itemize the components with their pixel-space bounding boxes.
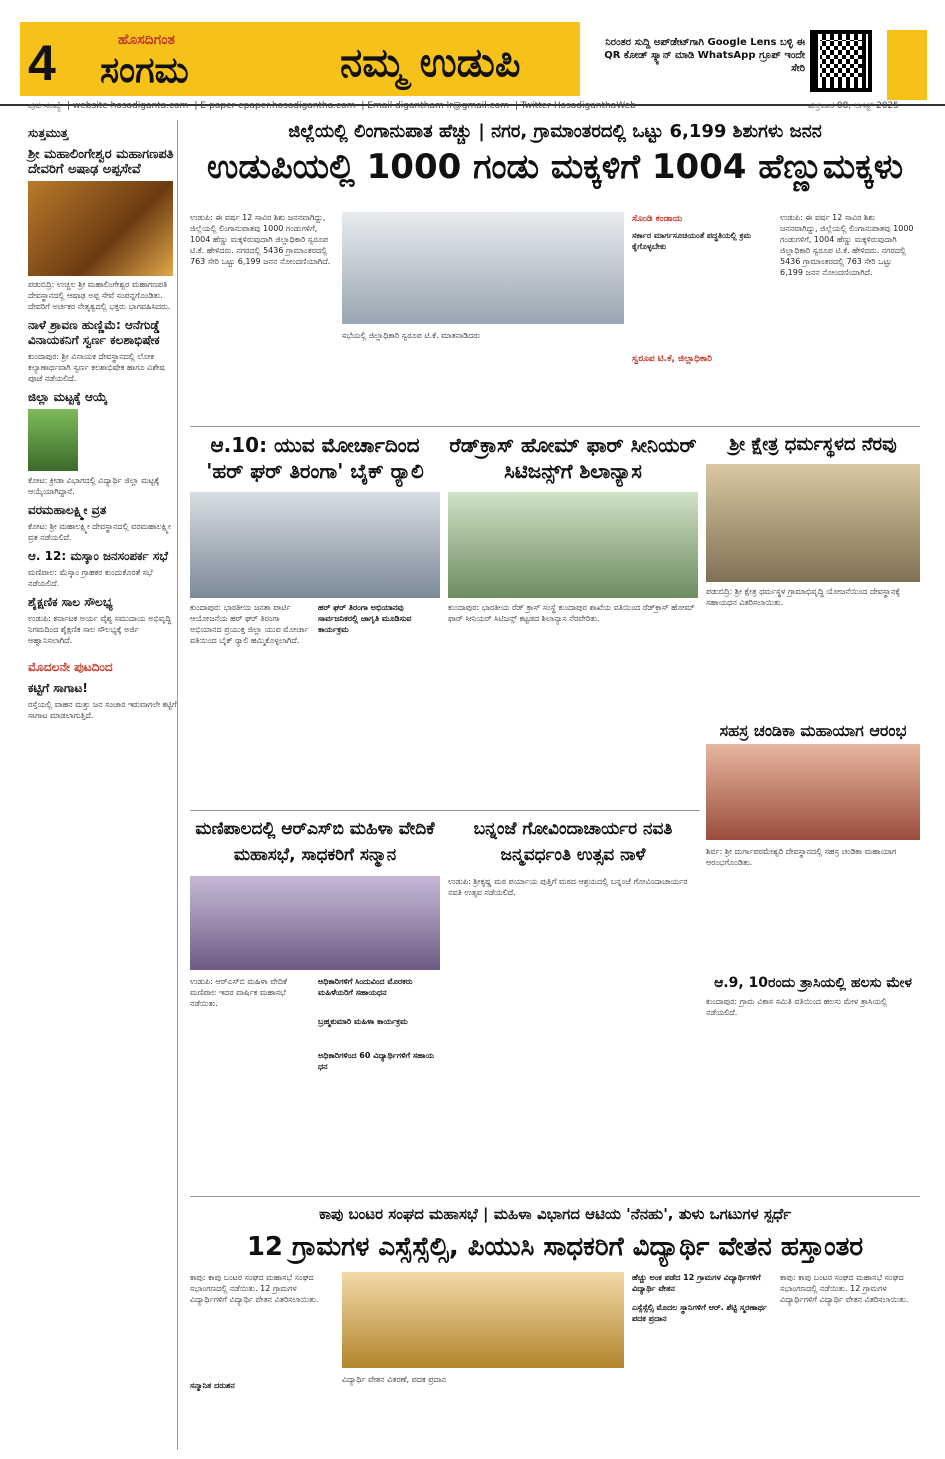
info-twitter[interactable]: Twitter HosadiganthaWeb: [520, 101, 636, 111]
left-story1-text: ಪಡುಬಿದ್ರಿ: ಉಚ್ಚಿಲ ಶ್ರೀ ಮಹಾಲಿಂಗೇಶ್ವರ ಮಹಾಗಣಪತಿ ದೇವಸ್ಥಾನದಲ್ಲಿ ಆಷಾಢ ಅಪ್ಪ ಸೇವೆ ಸಂಪನ್ನಗೊಂಡಿತು. ದೇವರಿಗೆ ಅರ್ಚಕರ ನೇತೃತ್ವದಲ್ಲಿ ಭಕ್ತರು ಭಾಗವಹಿಸಿದರು.: [28, 280, 171, 311]
story6-head: ಬನ್ನಂಜೆ ಗೋವಿಂದಾಚಾರ್ಯರ ನವತಿ ಜನ್ಮವರ್ಧಂತಿ ಉತ್ಸವ ನಾಳೆ: [473, 819, 673, 865]
info-bar: ಪುಟ ಸಂಖ್ಯೆ | website hosadiganta.com | E-paper epaper.hosadigantha.com | Email digantham lr@gmail.com | Twitter HosadiganthaWeb ಶುಕ್ರವಾರ 08, ಆಗಸ್ಟ್ 2025: [0, 98, 945, 114]
story3-text: ಪಡುಬಿದ್ರಿ: ಶ್ರೀ ಕ್ಷೇತ್ರ ಧರ್ಮಸ್ಥಳ ಗ್ರಾಮಾಭಿವೃದ್ಧಿ ಯೋಜನೆಯಿಂದ ದೇವಸ್ಥಾನಕ್ಕೆ ಸಹಾಯಧನ ವಿತರಿಸಲಾಯಿತು.: [706, 587, 900, 607]
story1-text: ಕುಂದಾಪುರ: ಭಾರತೀಯ ಜನತಾ ಪಾರ್ಟಿ ಆಯೋಜನೆಯ ಹರ್ ಘರ್ ತಿರಂಗಾ ಅಭಿಯಾನದ ಪ್ರಯುಕ್ತ ಜಿಲ್ಲಾ ಯುವ ಮೋರ್ಚಾ ವತಿಯಿಂದ ಬೈಕ್ ರ್‍ಯಾಲಿ ಹಮ್ಮಿಕೊಳ್ಳಲಾಗಿದೆ.: [190, 603, 309, 645]
left-story2-head: ನಾಳೆ ಶ್ರಾವಣ ಹುಣ್ಣಿಮೆ: ಆನೆಗುಡ್ಡೆ ವಿನಾಯಕನಿಗೆ ಸ್ವರ್ಣ ಕಲಶಾಭಿಷೇಕ: [28, 318, 160, 347]
info-page: ಪುಟ ಸಂಖ್ಯೆ: [28, 101, 61, 111]
info-website[interactable]: website hosadiganta.com: [72, 101, 189, 111]
lead-text: ಉಡುಪಿ: ಈ ವರ್ಷ 12 ಸಾವಿರ ಶಿಶು ಜನನವಾಗಿದ್ದು, ಜಿಲ್ಲೆಯಲ್ಲಿ ಲಿಂಗಾನುಪಾತವು 1000 ಗಂಡುಗಳಿಗೆ, 1004 ಹೆಣ್ಣು ಮಕ್ಕಳಿರುವುದಾಗಿ ಜಿಲ್ಲಾಧಿಕಾರಿ ಸ್ವರೂಪ ಟಿ.ಕೆ. ಹೇಳಿದರು. ನಗರದಲ್ಲಿ 5436 ಗ್ರಾಮಾಂತರದಲ್ಲಿ 763 ಸೇರಿ ಒಟ್ಟು 6,199 ಜನನ ನೋಂದಣಿಯಾಗಿದೆ.: [190, 213, 331, 266]
left-story3-head: ಜಿಲ್ಲಾ ಮಟ್ಟಕ್ಕೆ ಆಯ್ಕೆ: [28, 390, 108, 404]
left-story3-text: ಕೋಟ: ಕ್ರೀಡಾ ವಿಭಾಗದಲ್ಲಿ ವಿದ್ಯಾರ್ಥಿ ಜಿಲ್ಲಾ ಮಟ್ಟಕ್ಕೆ ಆಯ್ಕೆಯಾಗಿದ್ದಾನೆ.: [28, 476, 160, 496]
issue-date: ಶುಕ್ರವಾರ 08, ಆಗಸ್ಟ್ 2025: [808, 101, 899, 111]
story1-head: ಆ.10: ಯುವ ಮೋರ್ಚಾದಿಂದ 'ಹರ್ ಘರ್ ತಿರಂಗಾ' ಬೈಕ್ ರ್‍ಯಾಲಿ: [206, 433, 424, 483]
scholarship-photo: [342, 1272, 624, 1368]
left-story4-text: ಕೋಟ: ಶ್ರೀ ಮಹಾಲಕ್ಷ್ಮೀ ದೇವಸ್ಥಾನದಲ್ಲಿ ವರಮಹಾಲಕ್ಷ್ಮೀ ವ್ರತ ನಡೆಯಲಿದೆ.: [28, 522, 171, 542]
divider: [190, 426, 920, 427]
bottom-bullet2: ಎಸ್ಸೆಸ್ಸೆಲ್ಸಿ ಮೊದಲ ಸ್ಥಾನಿಗಳಿಗೆ ಆರ್. ಶೆಟ್ಟಿ ಸ್ಮರಣಾರ್ಥ ಪದಕ ಪ್ರದಾನ: [632, 1303, 768, 1323]
divider: [190, 810, 700, 811]
story2-head: ರೆಡ್‌ಕ್ರಾಸ್ ಹೋಮ್ ಫಾರ್ ಸೀನಿಯರ್ ಸಿಟಿಜನ್ಸ್‌ಗೆ ಶಿಲಾನ್ಯಾಸ: [449, 433, 697, 483]
left-story6-head: ಶೈಕ್ಷಣಿಕ ಸಾಲ ಸೌಲಭ್ಯ: [28, 595, 113, 609]
story3-head: ಶ್ರೀ ಕ್ಷೇತ್ರ ಧರ್ಮಸ್ಥಳದ ನೆರವು: [729, 434, 897, 455]
left-story1-head: ಶ್ರೀ ಮಹಾಲಿಂಗೇಶ್ವರ ಮಹಾಗಣಪತಿ ದೇವರಿಗೆ ಅಷಾಢ ಅಪ್ಪಸೇವೆ: [28, 147, 174, 177]
dharmasthala-photo: [706, 464, 920, 582]
left-story5-head: ಆ. 12: ಮಸ್ಕಾಂ ಜನಸಂಪರ್ಕ ಸಭೆ: [28, 549, 168, 563]
section-title: ನಮ್ಮ ಉಡುಪಿ: [340, 40, 521, 86]
lead-caption: ಸಭೆಯಲ್ಲಿ ಜಿಲ್ಲಾಧಿಕಾರಿ ಸ್ವರೂಪ ಟಿ.ಕೆ. ಮಾತನಾಡಿದರು: [342, 331, 481, 340]
story5-text: ಉಡುಪಿ: ಆರ್‌ಎಸ್‌ಬಿ ಮಹಿಳಾ ವೇದಿಕೆ ಮಣಿಪಾಲ ಇದರ ವಾರ್ಷಿಕ ಮಹಾಸಭೆ ನಡೆಯಿತು.: [190, 977, 288, 1008]
left-story7-text: ರಸ್ತೆಯಲ್ಲಿ ವಾಹನ ಮತ್ತು ಜನ ಸಂಚಾರ ಇರುವಾಗಲೇ ಕಟ್ಟಿಗೆ ಸಾಗಾಟ ಮಾಡಲಾಗುತ್ತಿದೆ.: [28, 700, 177, 720]
qr-promo: ನಿರಂತರ ಸುದ್ದಿ ಅಪ್‌ಡೇಟ್‌ಗಾಗಿ Google Lens ಬಳ್ಳಿ ಈ QR ಕೋಡ್ ಸ್ಕ್ಯಾನ್ ಮಾಡಿ WhatsApp ಗ್ರೂಪ್ ಇಂದೇ ಸೇರಿ: [604, 37, 805, 74]
section-label: ಸುತ್ತಮುತ್ತ: [28, 126, 69, 140]
left-story4-head: ವರಮಹಾಲಕ್ಷ್ಮೀ ವ್ರತ: [28, 503, 107, 517]
left-story2-text: ಕುಂದಾಪುರ: ಶ್ರೀ ವಿನಾಯಕ ದೇವಸ್ಥಾನದಲ್ಲಿ ಲೋಕ ಕಲ್ಯಾಣಾರ್ಥವಾಗಿ ಸ್ವರ್ಣ ಕಲಶಾಭಿಷೇಕ ಹಾಗೂ ವಿಶೇಷ ಪೂಜೆ ನಡೆಯಲಿದೆ.: [28, 352, 165, 383]
bottom-headline: 12 ಗ್ರಾಮಗಳ ಎಸ್ಸೆಸ್ಸೆಲ್ಸಿ, ಪಿಯುಸಿ ಸಾಧಕರಿಗೆ ವಿದ್ಯಾರ್ಥಿ ವೇತನ ಹಸ್ತಾಂತರ: [246, 1232, 864, 1262]
lead-byline: ಸ್ವರೂಪ ಟಿ.ಕೆ, ಜಿಲ್ಲಾಧಿಕಾರಿ: [632, 354, 712, 364]
continued-label: ಮೊದಲನೇ ಪುಟದಿಂದ: [28, 660, 113, 674]
story7-text: ಕುಂದಾಪುರ: ಗ್ರಾಮ ವಿಕಾಸ ಸಮಿತಿ ವತಿಯಿಂದ ಹಲಸು ಮೇಳ ತ್ರಾಸಿಯಲ್ಲಿ ನಡೆಯಲಿದೆ.: [706, 997, 888, 1017]
story1-bullet: ಹರ್ ಘರ್ ತಿರಂಗಾ ಅಭಿಯಾನವು ಸಾರ್ವಜನಿಕರಲ್ಲಿ ಜಾಗೃತಿ ಮೂಡಿಸುವ ಕಾರ್ಯಕ್ರಮ: [318, 603, 412, 634]
bottom-bullet1: ಹೆಚ್ಚು ಅಂಕ ಪಡೆದ 12 ಗ್ರಾಮಗಳ ವಿದ್ಯಾರ್ಥಿಗಳಿಗೆ ವಿದ್ಯಾರ್ಥಿ ವೇತನ: [632, 1273, 761, 1293]
story5-head: ಮಣಿಪಾಲದಲ್ಲಿ ಆರ್‌ಎಸ್‌ಬಿ ಮಹಿಳಾ ವೇದಿಕೆ ಮಹಾಸಭೆ, ಸಾಧಕರಿಗೆ ಸನ್ಮಾನ: [195, 819, 435, 865]
left-column: [28, 120, 178, 1450]
bottom-subhead: ಸನ್ಮಾನಿತ ದರುಶನ: [190, 1381, 235, 1390]
rally-photo: [190, 492, 440, 598]
story4-text: ಶಿರ್ವ: ಶ್ರೀ ದುರ್ಗಾಪರಮೇಶ್ವರಿ ದೇವಸ್ಥಾನದಲ್ಲಿ ಸಹಸ್ರ ಚಂಡಿಕಾ ಮಹಾಯಾಗ ಆರಂಭಗೊಂಡಿತು.: [706, 847, 897, 867]
story5-bullet1: ಅಧಿಕಾರಿಗಳಿಗೆ ಸಿಂದುವಿಂದ ಮೊರಕರು ಮಹಿಳೆಯರಿಗೆ ಸಹಾಯಧನ: [318, 977, 413, 997]
info-email[interactable]: Email digantham lr@gmail.com: [367, 101, 509, 111]
story4-head: ಸಹಸ್ರ ಚಂಡಿಕಾ ಮಹಾಯಾಗ ಆರಂಭ: [719, 721, 907, 740]
info-epaper[interactable]: E-paper epaper.hosadigantha.com: [200, 101, 356, 111]
foundation-photo: [448, 492, 698, 598]
temple-offering-photo: [28, 181, 173, 276]
meeting-photo: [342, 212, 624, 324]
left-story7-head: ಕಟ್ಟಿಗೆ ಸಾಗಾಟ!: [28, 681, 88, 695]
left-story5-text: ಮಣಿಪಾಲ: ಮೆಸ್ಕಾಂ ಗ್ರಾಹಕರ ಕುಂದುಕೊರತೆ ಸಭೆ ನಡೆಯಲಿದೆ.: [28, 568, 153, 588]
lead-badge-text: ಸರ್ಕಾರ ಮಾರ್ಗಸೂಚಿಯಂತೆ ಪದ್ಧತಿಯಲ್ಲಿ ಕ್ರಮ ಕೈಗೊಳ್ಳಬೇಕು: [632, 231, 752, 251]
page-number: 4: [28, 35, 56, 91]
lead-story: [190, 120, 920, 188]
brand-title: ಸಂಗಮ: [100, 50, 189, 91]
story7-head: ಆ.9, 10ರಂದು ತ್ರಾಸಿಯಲ್ಲಿ ಹಲಸು ಮೇಳ: [714, 975, 912, 991]
lead-kicker: ಜಿಲ್ಲೆಯಲ್ಲಿ ಲಿಂಗಾನುಪಾತ ಹೆಚ್ಚು | ನಗರ, ಗ್ರಾಮಾಂತರದಲ್ಲಿ ಒಟ್ಟು 6,199 ಶಿಶುಗಳು ಜನನ: [288, 121, 822, 142]
lead-badge: ಸೊಂಡಿ ಕಂಡಾಯ: [632, 214, 683, 224]
qr-code-icon[interactable]: [810, 30, 872, 92]
student-photo: [28, 409, 78, 471]
masthead: [0, 0, 945, 106]
story5-bullet2: ಬ್ರಹ್ಮಕುಮಾರಿ ಮಹಿಳಾ ಕಾರ್ಯಕ್ರಮ: [318, 1017, 408, 1026]
lead-headline: ಉಡುಪಿಯಲ್ಲಿ 1000 ಗಂಡು ಮಕ್ಕಳಿಗೆ 1004 ಹೆಣ್ಣುಮಕ್ಕಳು: [206, 147, 904, 187]
bottom-text: ಕಾಪು: ಕಾಪು ಬಂಟರ ಸಂಘದ ಮಹಾಸಭೆ ಸಂಘದ ಸಭಾಂಗಣದಲ್ಲಿ ನಡೆಯಿತು. 12 ಗ್ರಾಮಗಳ ವಿದ್ಯಾರ್ಥಿಗಳಿಗೆ ವಿದ್ಯಾರ್ಥಿ ವೇತನ ವಿತರಿಸಲಾಯಿತು.: [190, 1273, 319, 1304]
story6-text: ಉಡುಪಿ: ಶ್ರೀಕೃಷ್ಣ ಮಠ ಪರ್ಯಾಯ ಪುತ್ತಿಗೆ ಮಠದ ಆಶ್ರಯದಲ್ಲಿ ಬನ್ನಂಜೆ ಗೋವಿಂದಾಚಾರ್ಯರ ನವತಿ ಉತ್ಸವ ನಡೆಯಲಿದೆ.: [448, 877, 688, 897]
story5-bullet3: ಅಧಿಕಾರಿಗಳಿಂದ 60 ವಿದ್ಯಾರ್ಥಿಗಳಿಗೆ ಸಹಾಯ ಧನ: [318, 1051, 435, 1071]
divider: [190, 1196, 920, 1197]
lead-text-right: ಉಡುಪಿ: ಈ ವರ್ಷ 12 ಸಾವಿರ ಶಿಶು ಜನನವಾಗಿದ್ದು, ಜಿಲ್ಲೆಯಲ್ಲಿ ಲಿಂಗಾನುಪಾತವು 1000 ಗಂಡುಗಳಿಗೆ, 1004 ಹೆಣ್ಣು ಮಕ್ಕಳಿರುವುದಾಗಿ ಜಿಲ್ಲಾಧಿಕಾರಿ ಸ್ವರೂಪ ಟಿ.ಕೆ. ಹೇಳಿದರು. ನಗರದಲ್ಲಿ 5436 ಗ್ರಾಮಾಂತರದಲ್ಲಿ 763 ಸೇರಿ ಒಟ್ಟು 6,199 ಜನನ ನೋಂದಣಿಯಾಗಿದೆ.: [780, 213, 914, 277]
story2-text: ಕುಂದಾಪುರ: ಭಾರತೀಯ ರೆಡ್ ಕ್ರಾಸ್ ಸಂಸ್ಥೆ ಕುಂದಾಪುರ ಶಾಖೆಯ ವತಿಯಿಂದ ರೆಡ್‌ಕ್ರಾಸ್ ಹೋಮ್ ಫಾರ್ ಸೀನಿಯರ್ ಸಿಟಿಜನ್ಸ್ ಕಟ್ಟಡದ ಶಿಲಾನ್ಯಾಸ ನೆರವೇರಿತು.: [448, 603, 695, 623]
yellow-strip: [887, 30, 927, 100]
bottom-text-right: ಕಾಪು: ಕಾಪು ಬಂಟರ ಸಂಘದ ಮಹಾಸಭೆ ಸಂಘದ ಸಭಾಂಗಣದಲ್ಲಿ ನಡೆಯಿತು. 12 ಗ್ರಾಮಗಳ ವಿದ್ಯಾರ್ಥಿಗಳಿಗೆ ವಿದ್ಯಾರ್ಥಿ ವೇತನ ವಿತರಿಸಲಾಯಿತು.: [780, 1273, 909, 1304]
yaga-photo: [706, 744, 920, 840]
left-story6-text: ಉಡುಪಿ: ಕರ್ನಾಟಕ ಅರ್ಯ ವೈಶ್ಯ ಸಮುದಾಯ ಅಭಿವೃದ್ಧಿ ನಿಗಮದಿಂದ ಶೈಕ್ಷಣಿಕ ಸಾಲ ಸೌಲಭ್ಯಕ್ಕೆ ಅರ್ಜಿ ಆಹ್ವಾನಿಸಲಾಗಿದೆ.: [28, 614, 172, 645]
womens-forum-photo: [190, 876, 440, 970]
bottom-kicker: ಕಾಪು ಬಂಟರ ಸಂಘದ ಮಹಾಸಭೆ | ಮಹಿಳಾ ವಿಭಾಗದ ಆಟಿಯ 'ನೆನಹು', ತುಳು ಒಗಟುಗಳ ಸ್ಪರ್ಧೆ: [319, 1205, 791, 1223]
brand-small: ಹೊಸದಿಗಂತ: [118, 32, 175, 48]
bottom-caption: ವಿದ್ಯಾರ್ಥಿ ವೇತನ ವಿತರಣೆ, ಪದಕ ಪ್ರದಾನ: [342, 1375, 447, 1384]
